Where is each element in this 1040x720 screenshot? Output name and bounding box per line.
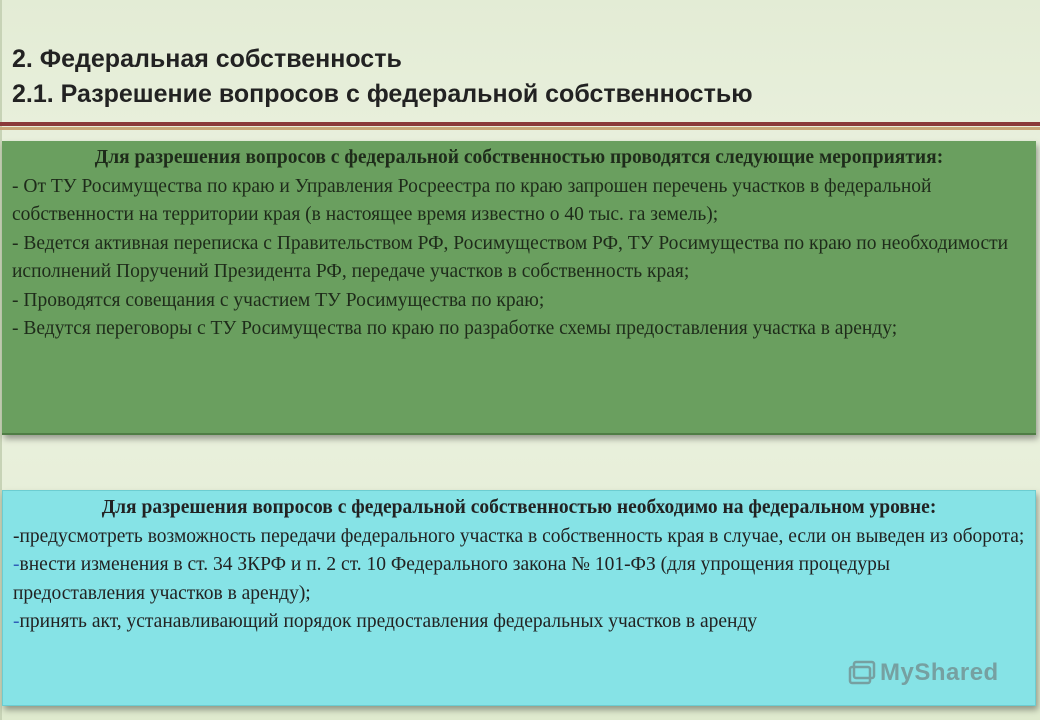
federal-need-item bbox=[13, 608, 1025, 637]
current-measure-item: - Ведутся переговоры с ТУ Росимущества по краю по разработке схемы предоставления участка в аренду; bbox=[12, 318, 898, 339]
current-measure-item: - Ведется активная переписка с Правительством РФ, Росимуществом РФ, ТУ Росимущества по краю по необходимости исполнений Поручений Президента РФ, передаче участков в собственность края; bbox=[12, 232, 1009, 282]
federal-need-text: предусмотреть возможность передачи федерального участка в собственность края в случае, если он выведен из оборота; bbox=[19, 525, 1025, 547]
current-measures-panel bbox=[2, 141, 1036, 435]
list-dash: - bbox=[13, 554, 20, 575]
list-dash: - bbox=[13, 611, 20, 632]
federal-need-text: принять акт, устанавливающий порядок предоставления федеральных участков в аренду bbox=[19, 611, 758, 632]
current-measure-item: - От ТУ Росимущества по краю и Управления Росреестра по краю запрошен перечень участков в федеральной собственности на территории края (в настоящее время известно о 40 тыс. га земель); bbox=[12, 175, 932, 225]
federal-level-needs-heading: Для разрешения вопросов с федеральной собственностью необходимо на федеральном уровне: bbox=[101, 497, 937, 518]
myshared-watermark bbox=[846, 656, 1026, 690]
federal-need-text: внести изменения в ст. 34 ЗКРФ и п. 2 ст. 10 Федерального закона № 101-ФЗ (для упрощения процедуры предоставления участков в аренду); bbox=[13, 554, 890, 604]
slide-title: 2. Федеральная собственность bbox=[12, 45, 402, 73]
federal-need-item bbox=[13, 523, 1025, 552]
list-dash: - bbox=[13, 525, 20, 547]
slide-title-block bbox=[12, 42, 753, 112]
title-divider bbox=[0, 122, 1040, 126]
current-measure-item: - Проводятся совещания с участием ТУ Росимущества по краю; bbox=[12, 289, 545, 311]
current-measures-heading: Для разрешения вопросов с федеральной собственностью проводятся следующие мероприятия: bbox=[94, 147, 944, 168]
slide-subtitle: 2.1. Разрешение вопросов с федеральной собственностью bbox=[12, 80, 753, 108]
federal-need-item bbox=[13, 551, 1025, 608]
watermark-text: MyShared bbox=[880, 659, 999, 686]
title-divider-accent bbox=[0, 127, 1040, 130]
myshared-logo-icon bbox=[846, 658, 876, 688]
